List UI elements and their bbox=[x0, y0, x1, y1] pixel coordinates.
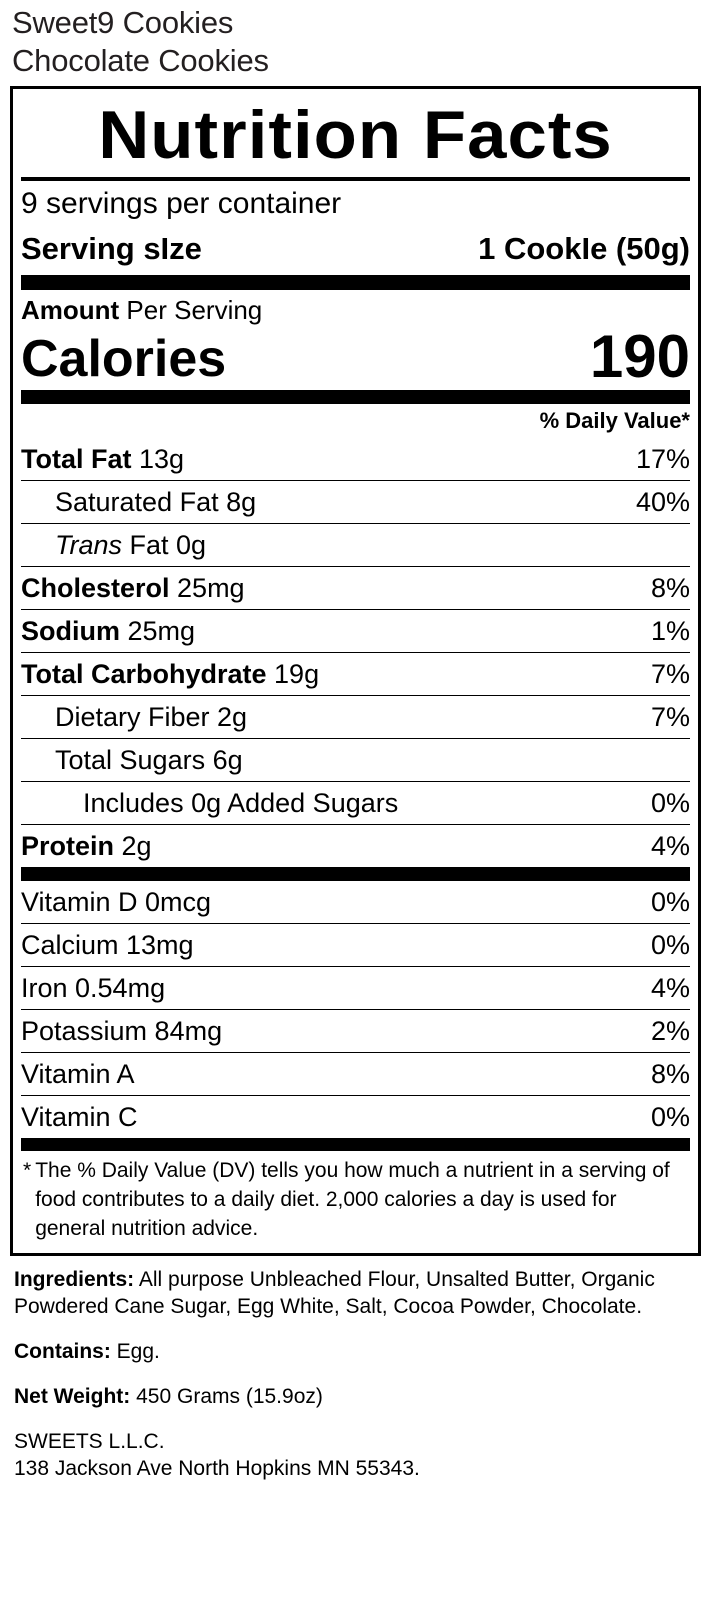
nutrition-facts-panel bbox=[10, 86, 701, 1256]
nutrient-dv: 4% bbox=[650, 831, 690, 861]
vitamin-dv: 8% bbox=[650, 1059, 690, 1089]
table-row bbox=[21, 782, 690, 825]
table-row bbox=[21, 696, 690, 739]
company-address: 138 Jackson Ave North Hopkins MN 55343. bbox=[14, 1457, 420, 1480]
calories-label: Calories bbox=[21, 330, 227, 388]
ingredients-label: Ingredients: bbox=[14, 1268, 135, 1291]
table-row bbox=[21, 567, 690, 610]
vitamin-dv: 0% bbox=[650, 1102, 690, 1132]
footnote-star: * bbox=[23, 1159, 32, 1182]
label-bottom-info bbox=[8, 1256, 703, 1482]
nutrient-name: Includes 0g Added Sugars bbox=[83, 788, 399, 818]
table-row bbox=[21, 481, 690, 524]
table-row bbox=[21, 653, 690, 696]
table-row bbox=[21, 924, 690, 967]
nutrient-name: Dietary Fiber 2g bbox=[55, 702, 248, 732]
product-brand: Sweet9 Cookies bbox=[12, 5, 234, 40]
nutrient-name: Trans Fat 0g bbox=[55, 530, 207, 560]
nutrient-name: Protein 2g bbox=[21, 831, 152, 861]
amount-per-serving bbox=[21, 290, 690, 326]
servings-per-container: 9 servings per container bbox=[21, 187, 342, 220]
product-header bbox=[8, 0, 703, 86]
nutrient-dv: 17% bbox=[635, 444, 690, 474]
vitamin-name: Vitamin C bbox=[21, 1102, 138, 1132]
vitamin-name: Vitamin D 0mcg bbox=[21, 887, 212, 917]
vitamin-name: Potassium 84mg bbox=[21, 1016, 223, 1046]
nutrition-facts-title: Nutrition Facts bbox=[98, 97, 613, 173]
nutrient-name: Total Carbohydrate 19g bbox=[21, 659, 320, 689]
divider-calories bbox=[21, 390, 690, 404]
divider-protein bbox=[21, 867, 690, 881]
footnote-text: The % Daily Value (DV) tells you how much a nutrient in a serving of food contributes to a daily diet. 2,000 calories a day is used for general nutrition advice. bbox=[35, 1159, 670, 1240]
vitamin-dv: 2% bbox=[650, 1016, 690, 1046]
product-name: Chocolate Cookies bbox=[12, 43, 269, 78]
divider-footnote bbox=[21, 1139, 690, 1151]
vitamin-name: Iron 0.54mg bbox=[21, 973, 166, 1003]
amount-per-serving-bold: Amount bbox=[21, 295, 120, 325]
divider-serving bbox=[21, 275, 690, 290]
contains bbox=[14, 1338, 697, 1365]
serving-size-value: 1 CookIe (50g) bbox=[478, 231, 690, 266]
daily-value-footnote bbox=[21, 1151, 690, 1249]
amount-per-serving-rest: Per Serving bbox=[119, 295, 263, 325]
net-weight bbox=[14, 1383, 697, 1410]
table-row bbox=[21, 1053, 690, 1096]
nutrient-dv: 40% bbox=[635, 487, 690, 517]
net-weight-label: Net Weight: bbox=[14, 1385, 131, 1408]
nutrient-name: Saturated Fat 8g bbox=[55, 487, 257, 517]
nutrient-name: Sodium 25mg bbox=[21, 616, 196, 646]
vitamin-name: Calcium 13mg bbox=[21, 930, 194, 960]
table-row bbox=[21, 524, 690, 567]
contains-text: Egg. bbox=[110, 1340, 160, 1363]
vitamin-dv: 0% bbox=[650, 930, 690, 960]
vitamin-name: Vitamin A bbox=[21, 1059, 135, 1089]
nutrient-name: Cholesterol 25mg bbox=[21, 573, 245, 603]
calories-row bbox=[21, 323, 690, 390]
table-row bbox=[21, 739, 690, 782]
table-row bbox=[21, 967, 690, 1010]
nutrient-dv: 7% bbox=[650, 702, 690, 732]
ingredients bbox=[14, 1266, 697, 1320]
net-weight-text: 450 Grams (15.9oz) bbox=[130, 1385, 323, 1408]
nutrient-dv: 1% bbox=[650, 616, 690, 646]
calories-value: 190 bbox=[589, 323, 690, 390]
table-row bbox=[21, 610, 690, 653]
table-row bbox=[21, 825, 690, 867]
serving-size-row bbox=[21, 227, 690, 275]
serving-size-label: Serving sIze bbox=[21, 231, 202, 266]
nutrient-name: Total Fat 13g bbox=[21, 444, 185, 474]
nutrient-dv: 0% bbox=[650, 788, 690, 818]
nutrient-name: Total Sugars 6g bbox=[55, 745, 243, 775]
ingredients-text: All purpose Unbleached Flour, Unsalted Butter, Organic Powdered Cane Sugar, Egg White, Salt, Cocoa Powder, Chocolate. bbox=[14, 1268, 655, 1318]
vitamin-dv: 0% bbox=[650, 887, 690, 917]
daily-value-header: % Daily Value* bbox=[539, 408, 690, 433]
table-row bbox=[21, 881, 690, 924]
vitamin-dv: 4% bbox=[650, 973, 690, 1003]
nutrient-dv: 7% bbox=[650, 659, 690, 689]
table-row bbox=[21, 438, 690, 481]
table-row bbox=[21, 1096, 690, 1139]
contains-label: Contains: bbox=[14, 1340, 111, 1363]
table-row bbox=[21, 1010, 690, 1053]
company-name: SWEETS L.L.C. bbox=[14, 1430, 165, 1453]
nutrient-dv: 8% bbox=[650, 573, 690, 603]
